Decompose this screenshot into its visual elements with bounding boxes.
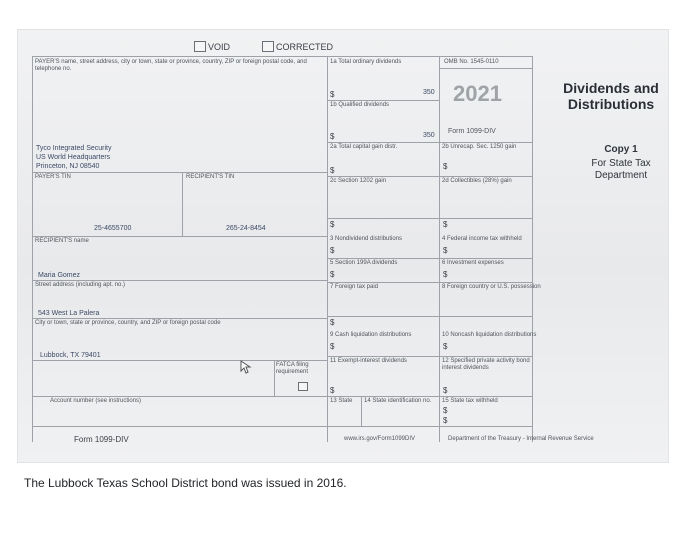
column-divider-3 <box>532 56 533 442</box>
box-2d-dollar: $ <box>443 220 448 229</box>
copy-subtitle: For State Tax Department <box>591 158 651 181</box>
omb-divider <box>439 68 532 69</box>
form-top-border <box>32 56 532 57</box>
form-title: Dividends and Distributions <box>563 80 659 112</box>
void-checkbox[interactable] <box>194 41 206 52</box>
box-2a-label: 2a Total capital gain distr. <box>330 144 398 150</box>
box-2a-divider <box>327 176 439 177</box>
tin-bottom-divider <box>32 236 327 237</box>
box-12-dollar: $ <box>443 386 448 395</box>
box-9-dollar: $ <box>330 342 335 351</box>
box-2b-label: 2b Unrecap. Sec. 1250 gain <box>442 144 517 150</box>
year-divider <box>439 142 532 143</box>
box-4-divider <box>439 258 532 259</box>
box-11-dollar: $ <box>330 386 335 395</box>
city-bottom-divider <box>32 360 327 361</box>
payer-name[interactable]: Tyco Integrated Security <box>36 145 112 152</box>
fatca-label: FATCA filing requirement <box>276 362 309 375</box>
box-11-label: 11 Exempt-interest dividends <box>330 358 407 364</box>
recipient-name-value[interactable]: Maria Gomez <box>38 272 81 279</box>
street-label: Street address (including apt. no.) <box>35 282 126 288</box>
box-2b-dollar: $ <box>443 162 448 171</box>
box-4-label: 4 Federal income tax withheld <box>442 236 522 242</box>
account-label: Account number (see instructions) <box>50 398 142 404</box>
account-top-divider <box>32 396 327 397</box>
box-7-divider <box>327 316 439 317</box>
fatca-divider <box>274 360 275 396</box>
city-value[interactable]: Lubbock, TX 79401 <box>40 352 101 359</box>
box-12-label: 12 Specified private activity bond interest dividends <box>442 358 530 371</box>
recipient-tin-label: RECIPIENT'S TIN <box>186 174 235 180</box>
column-divider-2 <box>439 56 440 442</box>
payer-tin-value[interactable]: 25-4655700 <box>94 225 132 232</box>
box-2d-label: 2d Collectibles (28%) gain <box>442 178 512 184</box>
box-1b-divider <box>327 142 439 143</box>
box-14-label: 14 State identification no. <box>364 398 432 404</box>
box-9-dollar-top: $ <box>330 318 335 327</box>
box-5-dollar: $ <box>330 270 335 279</box>
box-2b-divider <box>439 176 532 177</box>
box-2a-dollar: $ <box>330 166 335 175</box>
irs-website: www.irs.gov/Form1099DIV <box>344 436 416 442</box>
street-top-divider <box>32 280 327 281</box>
corrected-checkbox[interactable] <box>262 41 274 52</box>
box-1b-value[interactable]: 350 <box>423 132 435 139</box>
box-3-dollar: $ <box>330 246 335 255</box>
box-1a-value[interactable]: 350 <box>423 89 435 96</box>
box-11-divider <box>327 396 439 397</box>
city-label: City or town, state or province, country, and ZIP or foreign postal code <box>35 320 221 326</box>
payer-box-label: PAYER'S name, street address, city or town, state or province, country, ZIP or foreign postal code, and telephone no. <box>35 59 307 72</box>
box-8-divider <box>439 316 532 317</box>
tin-divider <box>182 172 183 236</box>
box-3-dollar-top: $ <box>330 220 335 229</box>
copy-label: Copy 1 <box>604 144 638 155</box>
city-top-divider <box>32 318 327 319</box>
box-5-label: 5 Section 199A dividends <box>330 260 398 266</box>
box-1a-divider <box>327 100 439 101</box>
recipient-name-label: RECIPIENT'S name <box>35 238 89 244</box>
form-footer-label: Form 1099-DIV <box>74 435 129 444</box>
mouse-cursor-icon <box>240 360 252 374</box>
box-9-label: 9 Cash liquidation distributions <box>330 332 412 338</box>
box-9-divider <box>327 356 439 357</box>
box-8-label: 8 Foreign country or U.S. possession <box>442 284 541 290</box>
form-1099-div <box>18 30 668 462</box>
void-label: VOID <box>208 42 231 52</box>
tax-year: 2021 <box>453 81 502 106</box>
box-6-divider <box>439 282 532 283</box>
box-4-dollar: $ <box>443 246 448 255</box>
box-2d-divider <box>439 218 532 219</box>
box-3-divider <box>327 258 439 259</box>
payer-city[interactable]: Princeton, NJ 08540 <box>36 163 100 170</box>
box-10-label: 10 Noncash liquidation distributions <box>442 332 537 338</box>
box-15-dollar-2: $ <box>443 416 448 425</box>
box-1a-label: 1a Total ordinary dividends <box>330 59 402 65</box>
payer-tin-label: PAYER'S TIN <box>35 174 71 180</box>
form-left-border <box>32 56 33 442</box>
box-1b-label: 1b Qualified dividends <box>330 102 390 108</box>
box-15-dollar-1: $ <box>443 406 448 415</box>
box-5-divider <box>327 282 439 283</box>
form-name: Form 1099-DIV <box>448 128 496 135</box>
payer-divider <box>32 172 327 173</box>
box-3-label: 3 Nondividend distributions <box>330 236 403 242</box>
box-10-dollar: $ <box>443 342 448 351</box>
fatca-checkbox[interactable] <box>298 382 308 391</box>
caption-text: The Lubbock Texas School District bond was issued in 2016. <box>24 476 347 490</box>
corrected-label: CORRECTED <box>276 42 334 52</box>
payer-address[interactable]: US World Headquarters <box>36 154 111 161</box>
box-13-label: 13 State <box>330 398 353 404</box>
box-2c-label: 2c Section 1202 gain <box>330 178 387 184</box>
omb-number: OMB No. 1545-0110 <box>444 59 499 65</box>
recipient-tin-value[interactable]: 265-24-8454 <box>226 225 266 232</box>
box-1b-dollar: $ <box>330 132 335 141</box>
box-2c-divider <box>327 218 439 219</box>
column-divider-1 <box>327 56 328 442</box>
box-6-label: 6 Investment expenses <box>442 260 504 266</box>
box-12-divider <box>439 396 532 397</box>
department-footer: Department of the Treasury - Internal Revenue Service <box>448 436 594 442</box>
box-10-divider <box>439 356 532 357</box>
form-bottom-line <box>32 426 532 427</box>
box-6-dollar: $ <box>443 270 448 279</box>
box-15-label: 15 State tax withheld <box>442 398 498 404</box>
box-13-divider <box>361 396 362 426</box>
box-1a-dollar: $ <box>330 90 335 99</box>
street-value[interactable]: 543 West La Palera <box>38 310 100 317</box>
box-7-label: 7 Foreign tax paid <box>330 284 379 290</box>
